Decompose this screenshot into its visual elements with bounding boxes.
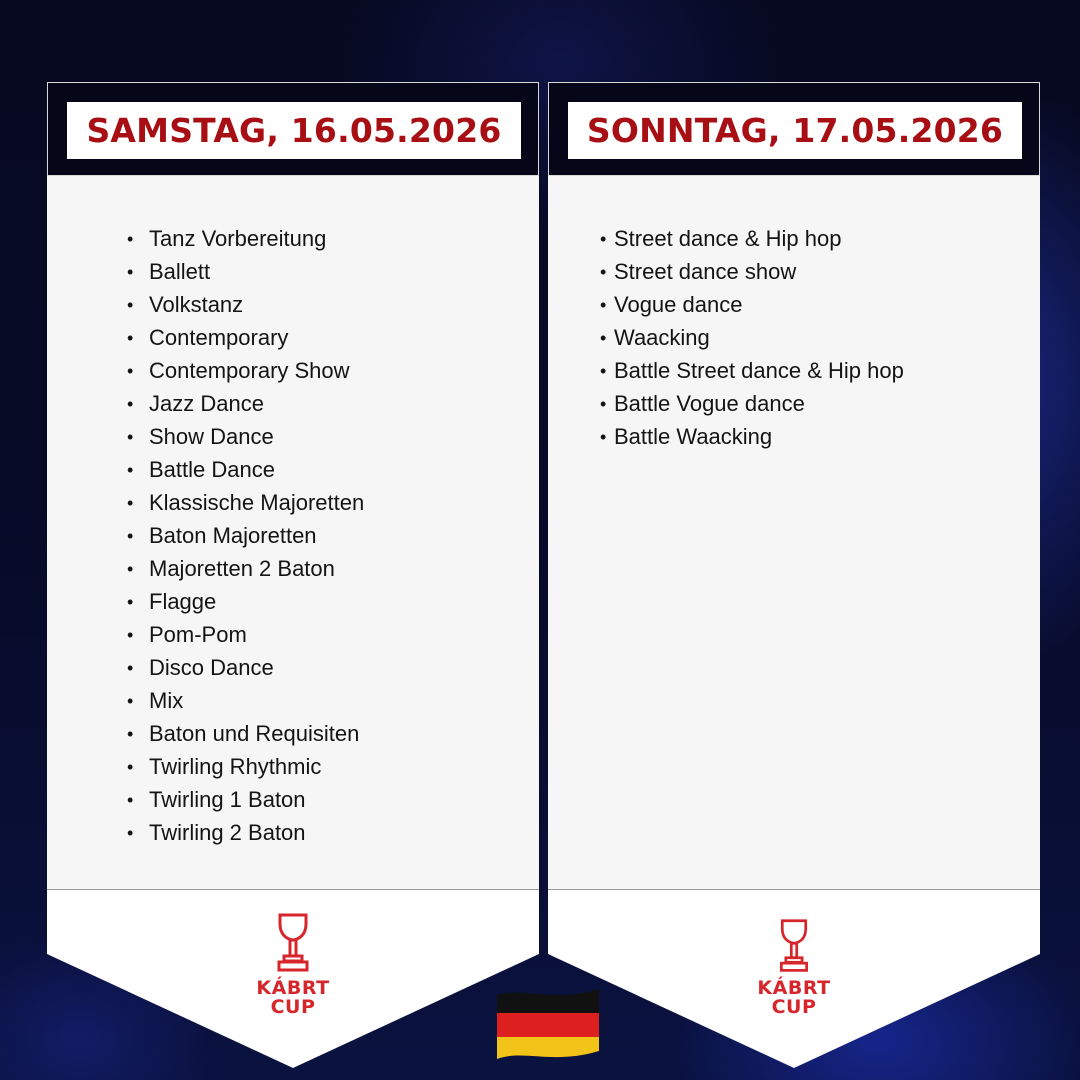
saturday-event-list bbox=[127, 224, 364, 851]
list-item: • Pom-Pom bbox=[127, 622, 247, 647]
list-item: • Show Dance bbox=[127, 424, 274, 449]
list-item: • Battle Waacking bbox=[600, 424, 773, 449]
sunday-body bbox=[548, 176, 1040, 890]
list-item: • Jazz Dance bbox=[127, 391, 264, 416]
sunday-date: SONNTAG, 17.05.2026 bbox=[586, 111, 1004, 150]
logo-line1: KÁBRT bbox=[757, 977, 831, 999]
list-item: • Battle Vogue dance bbox=[600, 391, 805, 416]
saturday-date: SAMSTAG, 16.05.2026 bbox=[86, 111, 502, 150]
list-item: • Ballett bbox=[127, 259, 211, 284]
list-item: • Klassische Majoretten bbox=[127, 490, 365, 515]
saturday-card bbox=[47, 82, 539, 1068]
list-item: • Battle Dance bbox=[127, 457, 275, 482]
list-item: • Flagge bbox=[127, 589, 217, 614]
trophy-icon bbox=[276, 912, 310, 974]
list-item: • Tanz Vorbereitung bbox=[127, 226, 327, 251]
list-item: • Battle Street dance & Hip hop bbox=[600, 358, 904, 383]
kabrt-cup-logo bbox=[47, 912, 539, 1017]
logo-line2: CUP bbox=[270, 996, 316, 1018]
list-item: • Contemporary Show bbox=[127, 358, 350, 383]
list-item: • Contemporary bbox=[127, 325, 289, 350]
saturday-date-box bbox=[67, 102, 521, 159]
saturday-footer bbox=[47, 890, 539, 1068]
list-item: • Majoretten 2 Baton bbox=[127, 556, 335, 581]
sunday-date-box bbox=[568, 102, 1022, 159]
list-item: • Waacking bbox=[600, 325, 710, 350]
list-item: • Disco Dance bbox=[127, 655, 274, 680]
sunday-card bbox=[548, 82, 1040, 1068]
list-item: • Street dance & Hip hop bbox=[600, 226, 842, 251]
list-item: • Twirling 2 Baton bbox=[127, 820, 306, 845]
germany-flag-icon bbox=[493, 985, 603, 1065]
list-item: • Vogue dance bbox=[600, 292, 743, 317]
saturday-body bbox=[47, 176, 539, 890]
logo-line1: KÁBRT bbox=[256, 977, 330, 999]
sunday-header bbox=[548, 82, 1040, 176]
list-item: • Street dance show bbox=[600, 259, 797, 284]
list-item: • Baton und Requisiten bbox=[127, 721, 360, 746]
list-item: • Baton Majoretten bbox=[127, 523, 317, 548]
list-item: • Mix bbox=[127, 688, 184, 713]
list-item: • Twirling 1 Baton bbox=[127, 787, 306, 812]
sunday-footer bbox=[548, 890, 1040, 1068]
list-item: • Twirling Rhythmic bbox=[127, 754, 322, 779]
kabrt-cup-logo bbox=[548, 918, 1040, 1017]
saturday-header bbox=[47, 82, 539, 176]
sunday-event-list bbox=[600, 224, 904, 455]
logo-line2: CUP bbox=[771, 996, 817, 1018]
list-item: • Volkstanz bbox=[127, 292, 244, 317]
trophy-icon bbox=[777, 918, 811, 974]
